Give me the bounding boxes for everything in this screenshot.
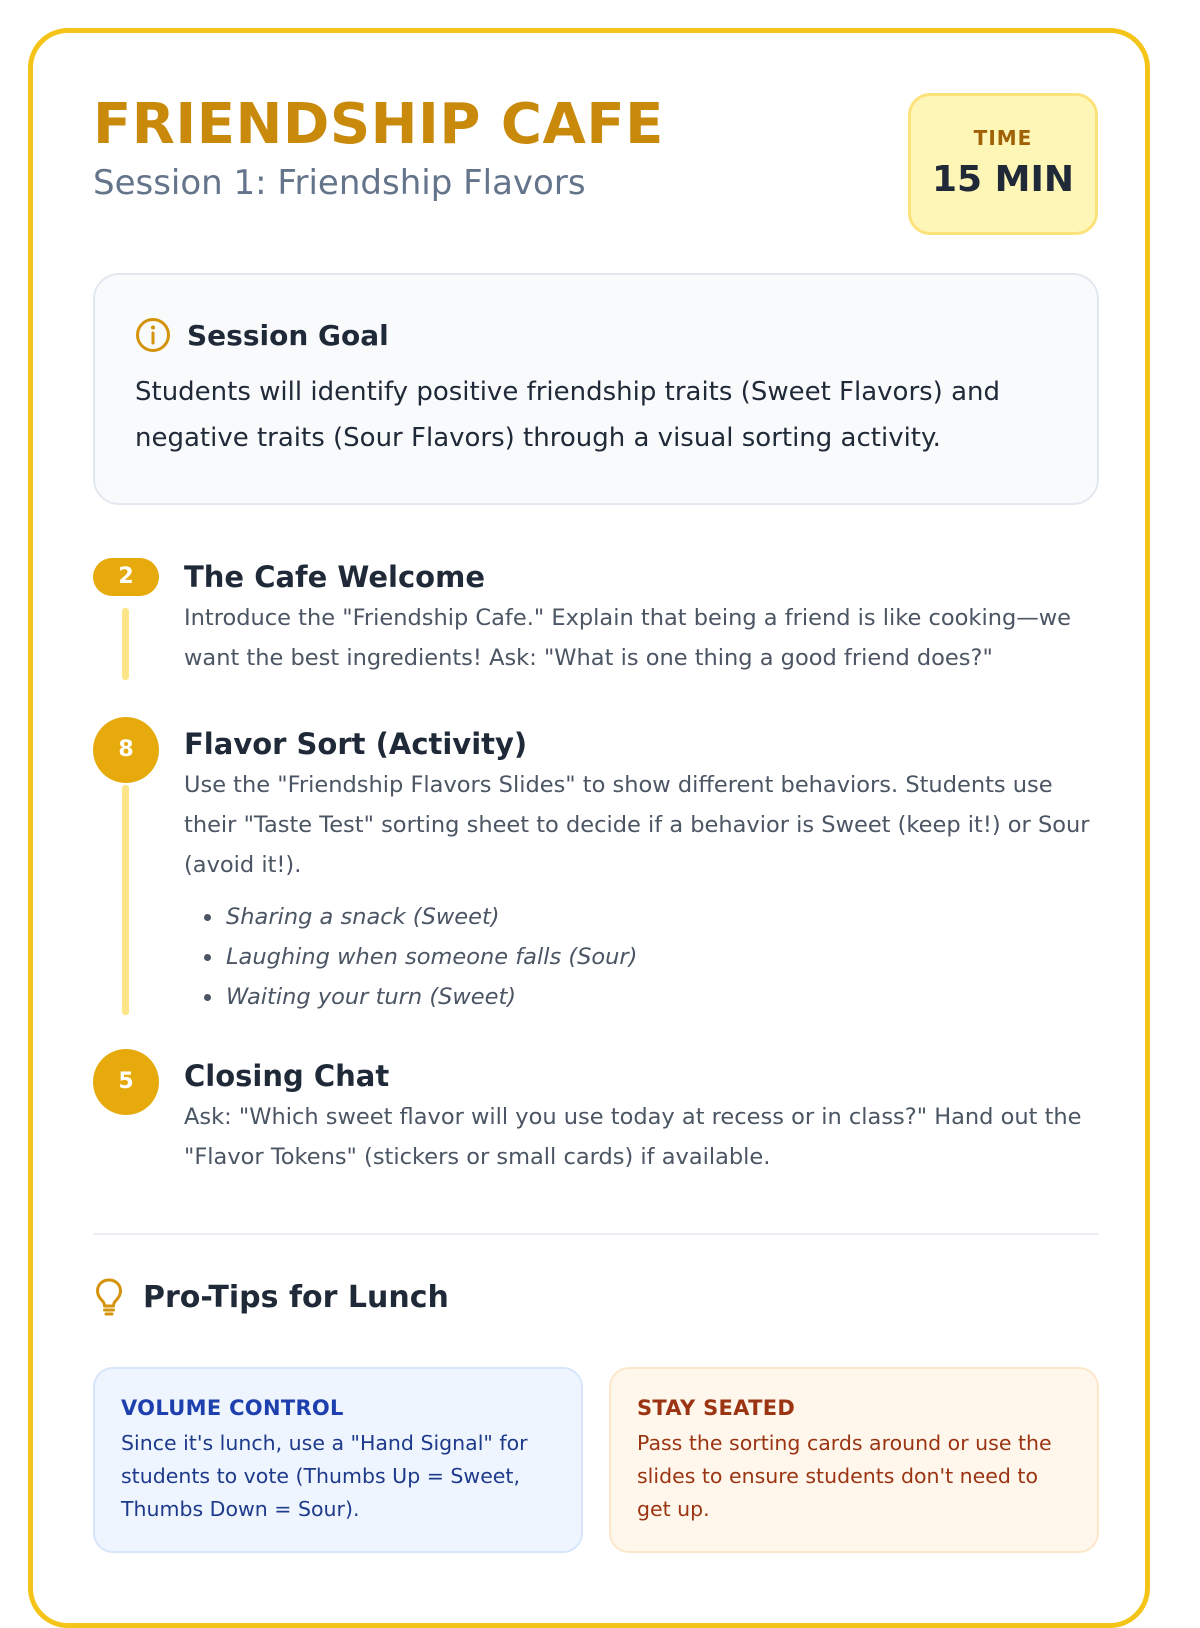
header	[93, 93, 1098, 253]
tips-header	[93, 1277, 449, 1317]
tip-label: VOLUME CONTROL	[121, 1396, 344, 1420]
step-description: Introduce the "Friendship Cafe." Explain that being a friend is like cooking—we want the best ingredients! Ask: "What is one thing a good friend does?"	[184, 605, 1072, 671]
step-minutes-badge: 8	[93, 717, 159, 783]
step-title: The Cafe Welcome	[184, 560, 485, 594]
tip-card-seated	[609, 1367, 1099, 1553]
time-label: TIME	[973, 126, 1033, 150]
page-title: FRIENDSHIP CAFE	[93, 92, 664, 157]
step-description: Ask: "Which sweet flavor will you use today at recess or in class?" Hand out the "Flavor Tokens" (stickers or small cards) if available.	[184, 1104, 1082, 1170]
step-item	[93, 1057, 1099, 1187]
step-rail	[122, 785, 129, 1015]
step-minutes-badge: 5	[93, 1049, 159, 1115]
session-goal-title: Session Goal	[187, 318, 389, 352]
lesson-card	[28, 28, 1150, 1628]
step-title: Flavor Sort (Activity)	[184, 727, 528, 761]
example-list	[184, 897, 1099, 1017]
step-minutes-badge: 2	[93, 558, 159, 596]
step-title: Closing Chat	[184, 1059, 390, 1093]
list-item: • Sharing a snack (Sweet)	[224, 897, 1099, 937]
tip-text: Since it's lunch, use a "Hand Signal" for students to vote (Thumbs Up = Sweet, Thumbs Down = Sour).	[121, 1431, 528, 1521]
tip-text: Pass the sorting cards around or use the slides to ensure students don't need to get up.	[637, 1431, 1052, 1521]
list-item: • Laughing when someone falls (Sour)	[224, 937, 1099, 977]
tips-title: Pro-Tips for Lunch	[143, 1279, 449, 1315]
time-value: 15 MIN	[932, 159, 1074, 200]
step-rail	[122, 608, 129, 680]
tip-label: STAY SEATED	[637, 1396, 796, 1420]
list-item: • Waiting your turn (Sweet)	[224, 977, 1099, 1017]
lightbulb-icon	[93, 1277, 125, 1317]
info-icon	[135, 317, 171, 353]
step-item	[93, 725, 1099, 1020]
session-goal-text: Students will identify positive friendship traits (Sweet Flavors) and negative traits (Sour Flavors) through a visual sorting activity.	[135, 377, 1001, 453]
step-item	[93, 558, 1099, 683]
time-badge	[908, 93, 1098, 235]
tip-card-volume	[93, 1367, 583, 1553]
session-goal-box	[93, 273, 1099, 505]
step-description: Use the "Friendship Flavors Slides" to show different behaviors. Students use their "Taste Test" sorting sheet to decide if a behavior is Sweet (keep it!) or Sour (avoid it!).	[184, 772, 1090, 878]
section-divider	[93, 1233, 1099, 1235]
page-subtitle: Session 1: Friendship Flavors	[93, 163, 586, 203]
